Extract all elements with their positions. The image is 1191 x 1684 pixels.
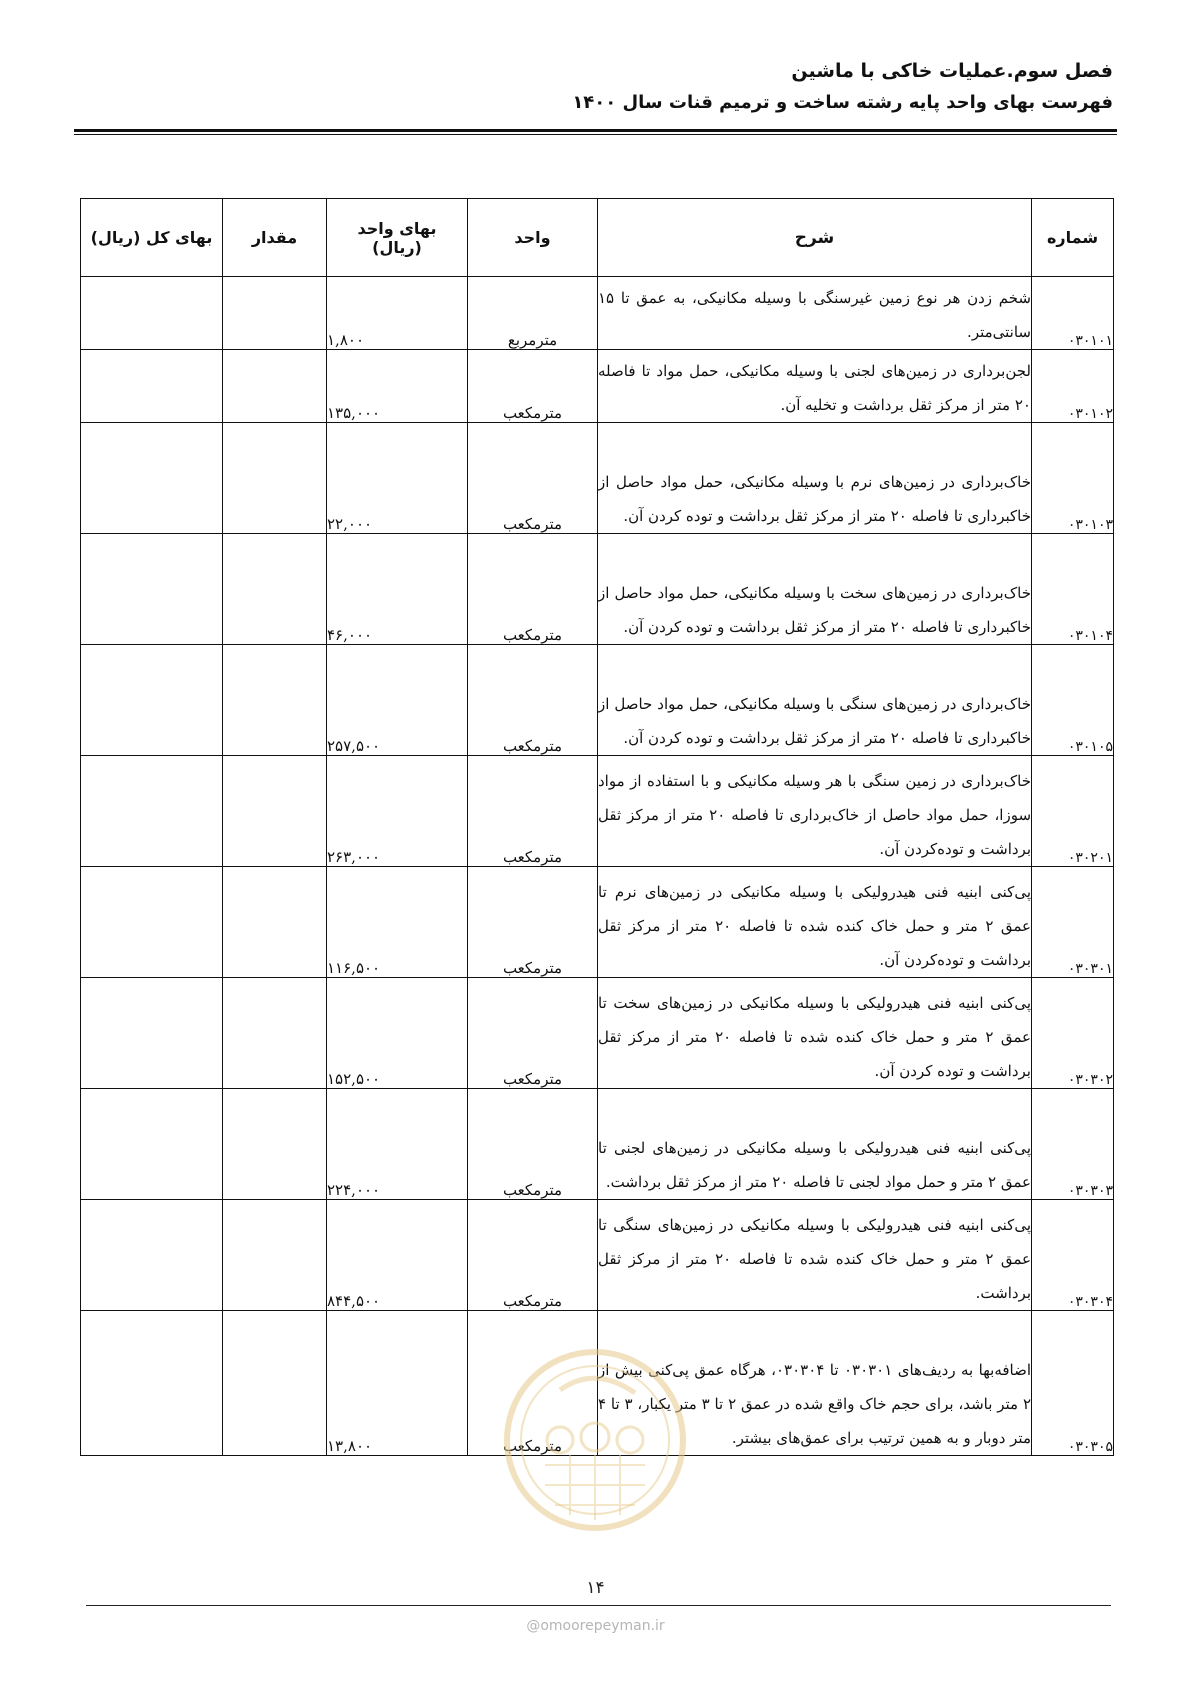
- row-code: ۰۳۰۱۰۴: [1032, 534, 1114, 645]
- column-header-unit-price: [327, 199, 468, 277]
- row-unit: مترمکعب: [468, 1089, 598, 1200]
- column-header-unit: واحد: [468, 199, 598, 277]
- row-code: ۰۳۰۱۰۳: [1032, 423, 1114, 534]
- row-description: پی‌کنی ابنیه فنی هیدرولیکی با وسیله مکانیکی در زمین‌های نرم تا عمق ۲ متر و حمل خاک کنده شده تا فاصله ۲۰ متر از مرکز ثقل برداشت و توده‌کردن آن.: [598, 867, 1032, 978]
- row-total-cell: [81, 645, 223, 756]
- row-quantity-cell: [223, 867, 327, 978]
- row-quantity-cell: [223, 277, 327, 350]
- row-description: خاک‌برداری در زمین‌های سخت با وسیله مکانیکی، حمل مواد حاصل از خاکبرداری تا فاصله ۲۰ متر از مرکز ثقل برداشت و توده کردن آن.: [598, 534, 1032, 645]
- row-unit-price: ۲۲,۰۰۰: [327, 423, 468, 534]
- row-code: ۰۳۰۱۰۲: [1032, 350, 1114, 423]
- row-code: ۰۳۰۳۰۲: [1032, 978, 1114, 1089]
- row-total-cell: [81, 978, 223, 1089]
- row-code: ۰۳۰۳۰۱: [1032, 867, 1114, 978]
- table-row: [81, 756, 1114, 867]
- row-unit-price: ۱۱۶,۵۰۰: [327, 867, 468, 978]
- row-quantity-cell: [223, 645, 327, 756]
- column-header-description: شرح: [598, 199, 1032, 277]
- table-header-row: [81, 199, 1114, 277]
- row-description: پی‌کنی ابنیه فنی هیدرولیکی با وسیله مکانیکی در زمین‌های سخت تا عمق ۲ متر و حمل خاک کنده شده تا فاصله ۲۰ متر از مرکز ثقل برداشت و توده کردن آن.: [598, 978, 1032, 1089]
- row-unit-price: ۱۵۲,۵۰۰: [327, 978, 468, 1089]
- price-list-table: [80, 198, 1114, 1456]
- row-unit: مترمکعب: [468, 423, 598, 534]
- table-row: [81, 350, 1114, 423]
- column-header-quantity: مقدار: [223, 199, 327, 277]
- row-description: لجن‌برداری در زمین‌های لجنی با وسیله مکانیکی، حمل مواد تا فاصله ۲۰ متر از مرکز ثقل برداشت و تخلیه آن.: [598, 350, 1032, 423]
- row-unit: مترمکعب: [468, 978, 598, 1089]
- row-code: ۰۳۰۲۰۱: [1032, 756, 1114, 867]
- row-unit: مترمکعب: [468, 645, 598, 756]
- row-code: ۰۳۰۱۰۵: [1032, 645, 1114, 756]
- table-row: [81, 867, 1114, 978]
- row-description: خاک‌برداری در زمین سنگی با هر وسیله مکانیکی و با استفاده از مواد سوزا، حمل مواد حاصل از خاک‌برداری تا فاصله ۲۰ متر از مرکز ثقل برداشت و توده‌کردن آن.: [598, 756, 1032, 867]
- document-title: فهرست بهای واحد پایه رشته ساخت و ترمیم قنات سال ۱۴۰۰: [572, 92, 1113, 113]
- column-header-total-price: بهای کل (ریال): [81, 199, 223, 277]
- row-unit: مترمکعب: [468, 534, 598, 645]
- site-watermark: @omoorepeyman.ir: [526, 1618, 665, 1634]
- header-rule-thin: [74, 134, 1117, 135]
- row-unit: مترمکعب: [468, 867, 598, 978]
- table-row: [81, 1200, 1114, 1311]
- unit-price-header-line2: (ریال): [372, 237, 422, 257]
- row-total-cell: [81, 423, 223, 534]
- table-row: [81, 423, 1114, 534]
- chapter-title: فصل سوم.عملیات خاکی با ماشین: [791, 60, 1113, 82]
- table-row: [81, 277, 1114, 350]
- row-unit-price: ۴۶,۰۰۰: [327, 534, 468, 645]
- row-quantity-cell: [223, 1089, 327, 1200]
- row-quantity-cell: [223, 423, 327, 534]
- row-unit: مترمکعب: [468, 1311, 598, 1456]
- footer-rule: [86, 1605, 1111, 1606]
- row-total-cell: [81, 756, 223, 867]
- row-total-cell: [81, 867, 223, 978]
- page-number: ۱۴: [586, 1578, 605, 1598]
- row-unit: مترمربع: [468, 277, 598, 350]
- row-unit: مترمکعب: [468, 1200, 598, 1311]
- row-description: پی‌کنی ابنیه فنی هیدرولیکی با وسیله مکانیکی در زمین‌های سنگی تا عمق ۲ متر و حمل خاک کنده شده تا فاصله ۲۰ متر از مرکز ثقل برداشت.: [598, 1200, 1032, 1311]
- row-total-cell: [81, 277, 223, 350]
- table-row: [81, 534, 1114, 645]
- row-description: پی‌کنی ابنیه فنی هیدرولیکی با وسیله مکانیکی در زمین‌های لجنی تا عمق ۲ متر و حمل مواد لجنی تا فاصله ۲۰ متر از مرکز ثقل برداشت.: [598, 1089, 1032, 1200]
- row-unit-price: ۲۶۳,۰۰۰: [327, 756, 468, 867]
- row-unit-price: ۱۳,۸۰۰: [327, 1311, 468, 1456]
- row-description: شخم زدن هر نوع زمین غیرسنگی با وسیله مکانیکی، به عمق تا ۱۵ سانتی‌متر.: [598, 277, 1032, 350]
- column-header-code: شماره: [1032, 199, 1114, 277]
- row-total-cell: [81, 1311, 223, 1456]
- row-quantity-cell: [223, 1200, 327, 1311]
- row-total-cell: [81, 350, 223, 423]
- page-header: [73, 56, 1113, 120]
- row-total-cell: [81, 534, 223, 645]
- row-quantity-cell: [223, 1311, 327, 1456]
- row-description: اضافه‌بها به ردیف‌های ۰۳۰۳۰۱ تا ۰۳۰۳۰۴، هرگاه عمق پی‌کنی بیش از ۲ متر باشد، برای حجم خاک واقع شده در عمق ۲ تا ۳ متر یکبار، ۳ تا ۴ متر دوبار و به همین ترتیب برای عمق‌های بیشتر.: [598, 1311, 1032, 1456]
- unit-price-header-line1: بهای واحد: [357, 218, 437, 238]
- table-row: [81, 1089, 1114, 1200]
- row-total-cell: [81, 1089, 223, 1200]
- row-quantity-cell: [223, 350, 327, 423]
- table-row: [81, 1311, 1114, 1456]
- row-unit: مترمکعب: [468, 756, 598, 867]
- header-rule-thick: [74, 129, 1117, 132]
- row-quantity-cell: [223, 534, 327, 645]
- row-unit: مترمکعب: [468, 350, 598, 423]
- row-description: خاک‌برداری در زمین‌های سنگی با وسیله مکانیکی، حمل مواد حاصل از خاکبرداری تا فاصله ۲۰ متر از مرکز ثقل برداشت و توده کردن آن.: [598, 645, 1032, 756]
- row-quantity-cell: [223, 756, 327, 867]
- row-description: خاک‌برداری در زمین‌های نرم با وسیله مکانیکی، حمل مواد حاصل از خاکبرداری تا فاصله ۲۰ متر از مرکز ثقل برداشت و توده کردن آن.: [598, 423, 1032, 534]
- row-unit-price: ۱,۸۰۰: [327, 277, 468, 350]
- table-row: [81, 978, 1114, 1089]
- row-unit-price: ۲۵۷,۵۰۰: [327, 645, 468, 756]
- row-total-cell: [81, 1200, 223, 1311]
- table-row: [81, 645, 1114, 756]
- row-unit-price: ۲۲۴,۰۰۰: [327, 1089, 468, 1200]
- row-unit-price: ۱۳۵,۰۰۰: [327, 350, 468, 423]
- row-code: ۰۳۰۳۰۳: [1032, 1089, 1114, 1200]
- row-unit-price: ۸۴۴,۵۰۰: [327, 1200, 468, 1311]
- row-code: ۰۳۰۳۰۴: [1032, 1200, 1114, 1311]
- row-code: ۰۳۰۳۰۵: [1032, 1311, 1114, 1456]
- row-code: ۰۳۰۱۰۱: [1032, 277, 1114, 350]
- row-quantity-cell: [223, 978, 327, 1089]
